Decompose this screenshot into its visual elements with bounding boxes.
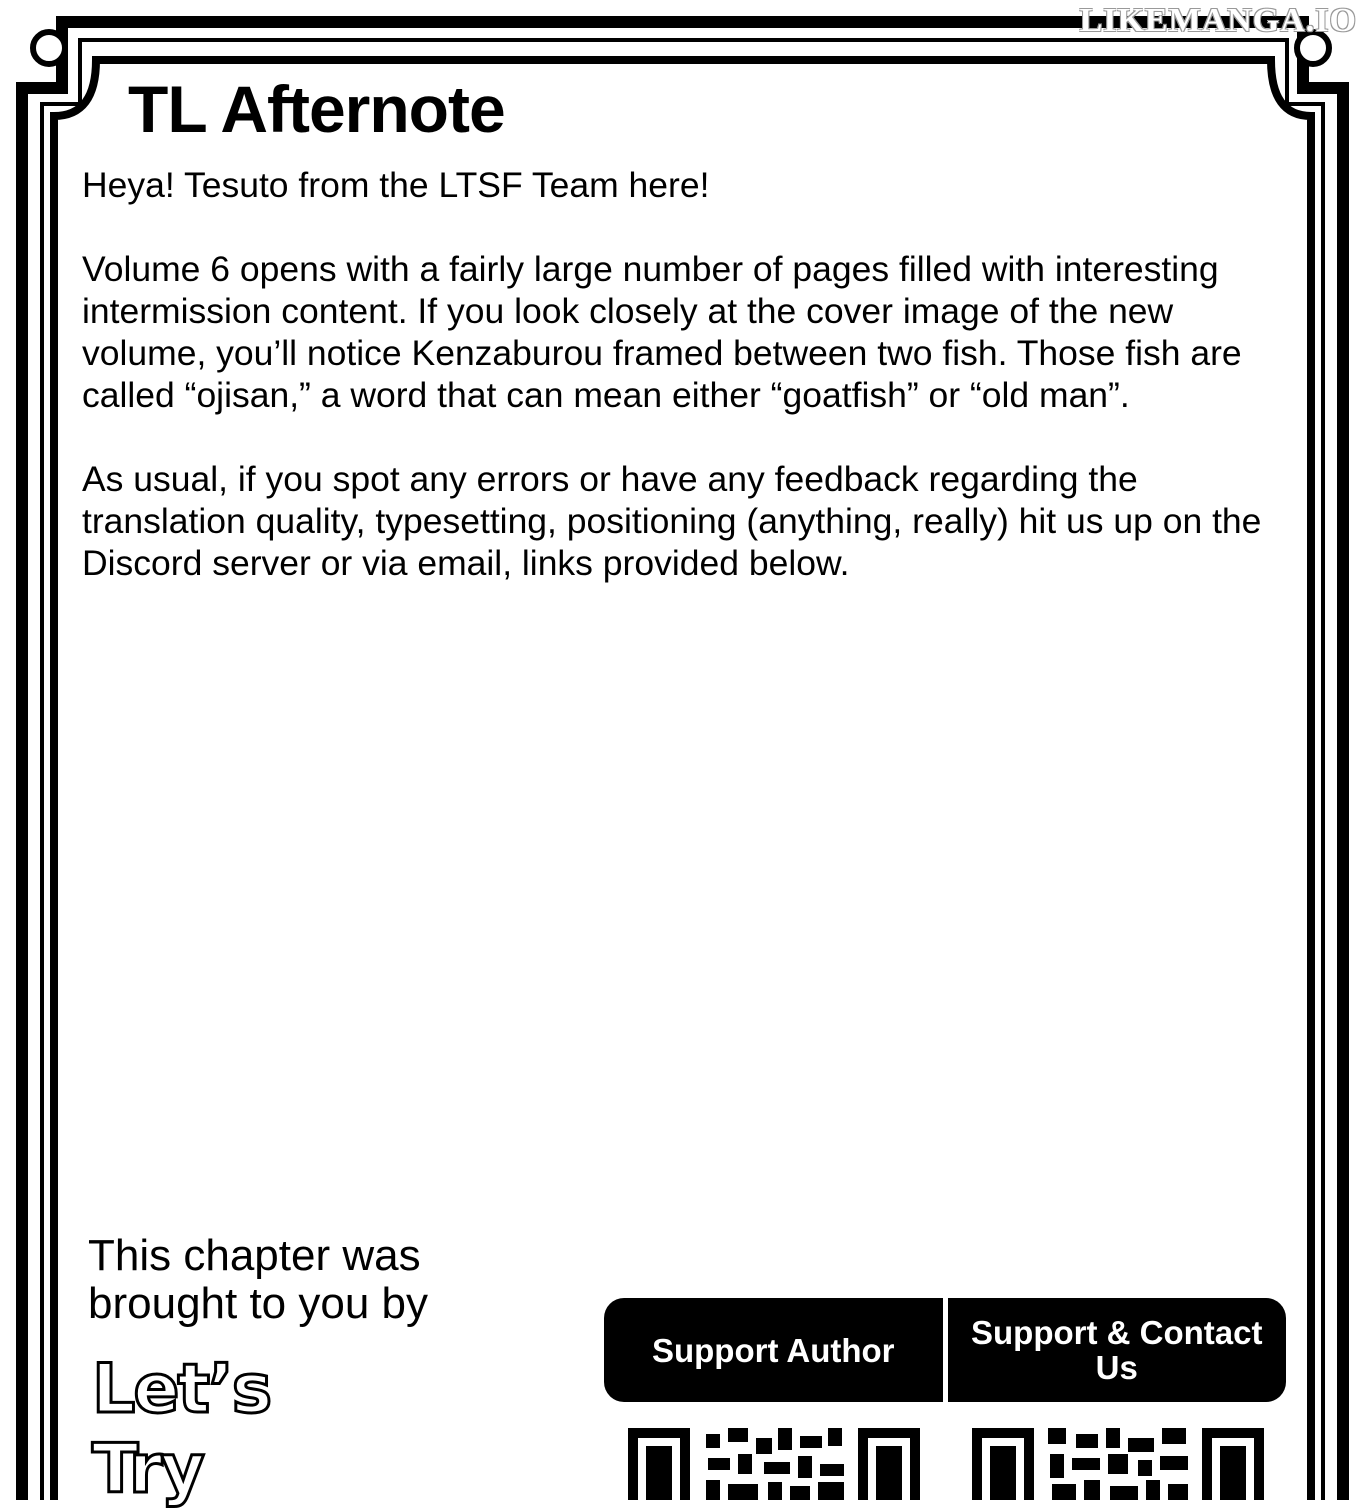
support-author-button[interactable]: Support Author bbox=[651, 1331, 895, 1369]
qr-code-icon[interactable] bbox=[972, 1428, 1264, 1500]
group-name-line: Try bbox=[92, 1430, 203, 1509]
support-bar bbox=[604, 1298, 1286, 1402]
corner-ornament-left bbox=[33, 32, 65, 64]
paragraph-feedback: As usual, if you spot any errors or have any feedback regarding the translation quality, typesetting, positioning (anything, really) hit us up on the Discord server or via email, links provided below. bbox=[82, 459, 1262, 583]
credit-text: This chapter was brought to you by bbox=[88, 1231, 429, 1328]
qr-code-icon[interactable] bbox=[628, 1428, 920, 1500]
page-title: TL Afternote bbox=[128, 72, 505, 146]
group-name-logo bbox=[92, 1350, 512, 1510]
paragraph-volume-note: Volume 6 opens with a fairly large number of pages filled with interesting intermission content. If you look closely at the cover image of the new volume, you’ll notice Kenzaburou framed between two fish. Those fish are called “ojisan,” a word that can mean either “goatfish” or “old man”. bbox=[82, 249, 1242, 415]
greeting-text: Heya! Tesuto from the LTSF Team here! bbox=[82, 165, 710, 205]
site-watermark: LIKEMANGA.IO bbox=[1079, 2, 1357, 39]
afternote-body bbox=[82, 164, 1287, 584]
support-contact-button[interactable]: Support & Contact Us bbox=[971, 1314, 1263, 1386]
group-name-line: Let’s bbox=[92, 1350, 271, 1429]
